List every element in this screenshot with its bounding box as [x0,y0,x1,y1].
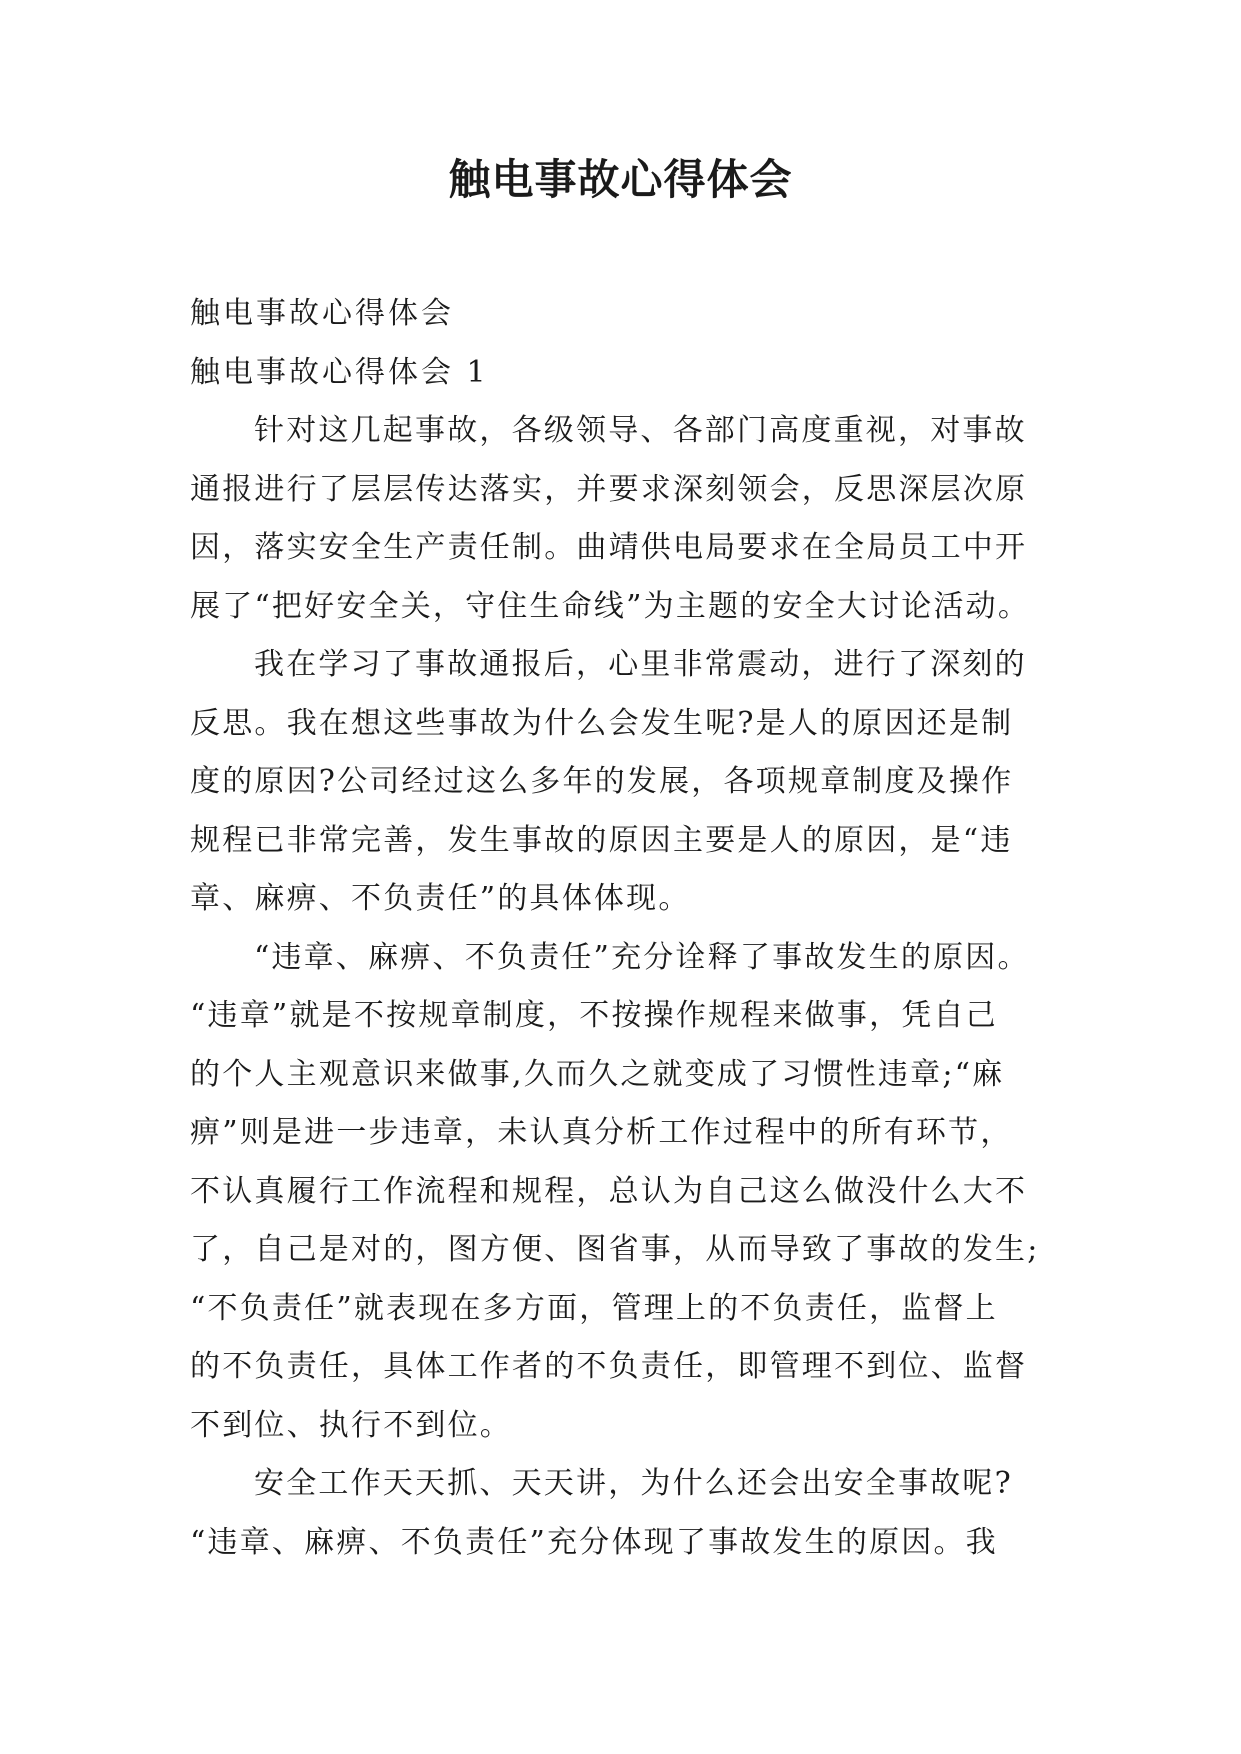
text-line: 痹”则是进一步违章，未认真分析工作过程中的所有环节， [190,1115,1013,1150]
text-line: 规程已非常完善，发生事故的原因主要是人的原因，是“违 [190,822,1013,858]
text-line: 度的原因?公司经过这么多年的发展，各项规章制度及操作 [190,764,1014,799]
text-line: 反思。我在想这些事故为什么会发生呢?是人的原因还是制 [190,705,1014,741]
text-line: 不认真履行工作流程和规程，总认为自己这么做没什么大不 [190,1173,1028,1209]
text-line: “违章、麻痹、不负责任”充分体现了事故发生的原因。我 [190,1524,998,1560]
text-line: 章、麻痹、不负责任”的具体体现。 [190,881,691,916]
text-line: 的不负责任，具体工作者的不负责任，即管理不到位、监督 [190,1349,1028,1384]
document-body [190,285,1060,1572]
text-line: 我在学习了事故通报后，心里非常震动，进行了深刻的 [254,647,1027,682]
text-line: “不负责任”就表现在多方面，管理上的不负责任，监督上 [190,1290,998,1326]
document-subtitle: 触电事故心得体会 [190,296,454,331]
text-line: 了，自己是对的，图方便、图省事，从而导致了事故的发生; [190,1232,1040,1267]
text-line: 的个人主观意识来做事,久而久之就变成了习惯性违章;“麻 [190,1056,1005,1092]
text-line: 因，落实安全生产责任制。曲靖供电局要求在全局员工中开 [190,530,1028,565]
section-heading: 触电事故心得体会 1 [190,354,489,390]
document-title: 触电事故心得体会 [448,155,793,204]
text-line: “违章”就是不按规章制度，不按操作规程来做事，凭自己 [190,998,998,1033]
text-line: 针对这几起事故，各级领导、各部门高度重视，对事故 [254,413,1027,448]
text-line: 通报进行了层层传达落实，并要求深刻领会，反思深层次原 [190,471,1028,507]
text-line: 展了“把好安全关，守住生命线”为主题的安全大讨论活动。 [190,588,1031,624]
text-line: 不到位、执行不到位。 [190,1407,512,1443]
text-line: 安全工作天天抓、天天讲，为什么还会出安全事故呢? [254,1466,1013,1501]
text-line: “违章、麻痹、不负责任”充分诠释了事故发生的原因。 [254,939,1030,975]
